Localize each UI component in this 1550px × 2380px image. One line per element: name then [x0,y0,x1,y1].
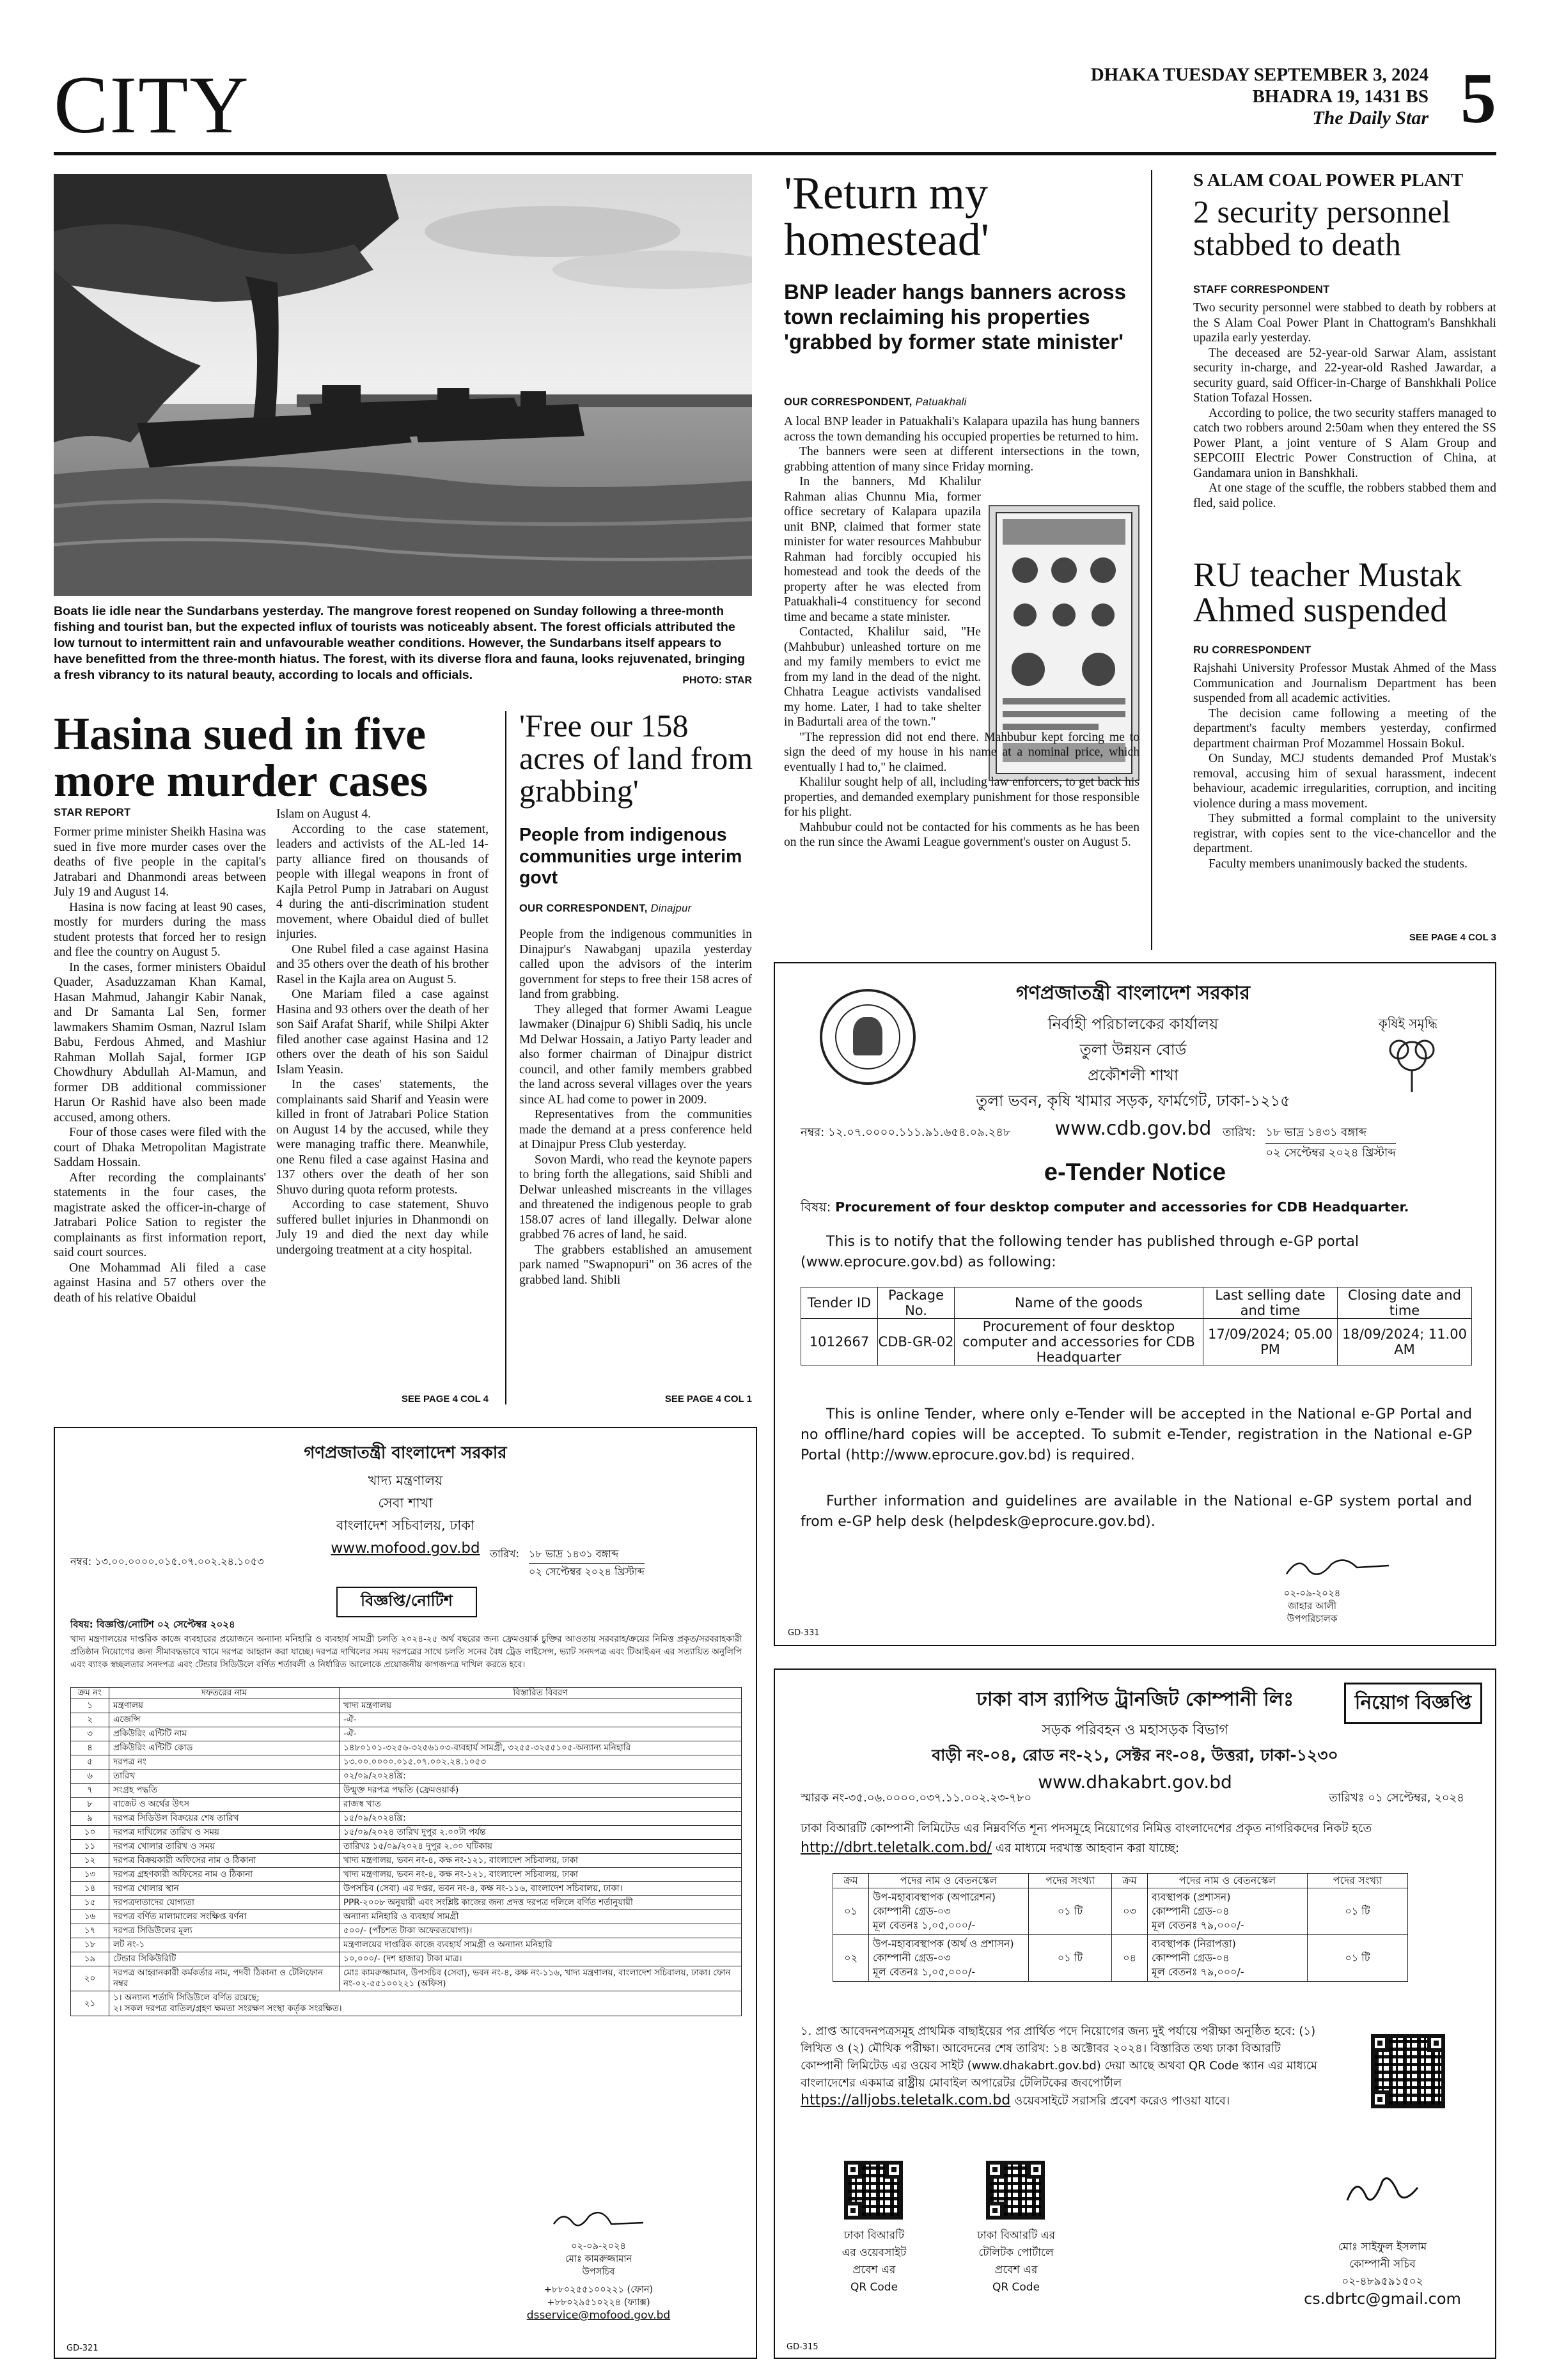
row-field: তারিখ [109,1769,340,1784]
row-field: এজেন্সি [109,1713,340,1727]
row-number: ১৯ [71,1952,109,1966]
table-row [833,1888,1408,1935]
row-field: টেন্ডার সিকিউরিটি [109,1952,340,1966]
paragraph: On Sunday, MCJ students demanded Prof Mustak's removal, accusing him of sexual harassment, indecent behaviour, academic irregularities, corruption, and inciting violence during a mass movement. [1193,752,1496,811]
website-link[interactable]: www.dhakabrt.gov.bd [1038,1771,1232,1793]
sign-title: কোম্পানী সচিব [1349,2258,1416,2271]
row-number: ৯ [71,1812,109,1826]
post-serial: ০৩ [1112,1888,1148,1935]
recruitment-badge: নিয়োগ বিজ্ঞপ্তি [1344,1683,1482,1724]
col-header: ক্রম নং [71,1688,109,1699]
paragraph: After recording the complainants' statements in the four cases, the magistrate asked the officer-in-charge of Jatrabari Police Sation to register the complainants as first information report, said court sources. [54,1171,266,1259]
gov-title: গণপ্রজাতন্ত্রী বাংলাদেশ সরকার [1016,982,1250,1004]
brt-note [801,2023,1325,2110]
intro-text: ঢাকা বিআরটি কোম্পানী লিমিটেড এর নিম্নবর্ণিত শূন্য পদসমূহে নিয়োগের নিমিত্ত বাংলাদেশের প্রকৃত নাগরিকদের নিকট হতে [801,1822,1372,1835]
tender-id: 1012667 [801,1319,878,1365]
website-link[interactable]: www.mofood.gov.bd [331,1540,480,1557]
row-detail: উন্মুক্ত দরপত্র পদ্ধতি (ফ্রেমওয়ার্ক) [340,1784,742,1798]
row-number: ১১ [71,1840,109,1854]
coal-headline: 2 security personnel stabbed to death [1193,194,1451,262]
memo-number: নম্বর: ১৩.০০.০০০০.০১৫.০৭.০০২.২৪.১০৫৩ [70,1555,264,1567]
notice-intro: খাদ্য মন্ত্রণালয়ের দাপ্তরিক কাজে ব্যবহারের প্রয়োজনে অন্যান্য মনিহারি ও ব্যবহার্য সামগ্রী চলতি ২০২৪-২৫ অর্থ বছরের জন্য ফ্রেমওয়ার্ক চুক্তির আওতায় সরবরাহ/ক্রয়ের নিমিত্ত প্রকৃত/সরবরাহকারী প্রতিষ্ঠান নিয়োগের জন্য সীমাবদ্ধভাবে খামে দরপত্র আহ্বান করা যাচ্ছে। দরপত্র দাখিলের সময় দরপত্রের সাথে চলতি সনের বৈধ ট্রেড লাইসেন্স, ভ্যাট সনদপত্র এবং টিআইএন এর সত্যায়িত অনুলিপি এবং ব্যাংক স্বচ্ছলতার সনদপত্র এবং টেন্ডার সিডিউলে বর্ণিত শর্তাবলী ও নির্ধারিত আলোকে প্রয়োজনীয় কাগজপত্র দাখিল করতে হবে। [70,1634,742,1670]
row-number: ১৭ [71,1924,109,1938]
subject: Procurement of four desktop computer and accessories for CDB Headquarter. [835,1199,1409,1215]
division: সড়ক পরিবহন ও মহাসড়ক বিভাগ [1042,1722,1228,1738]
cdb-header [877,977,1389,1140]
row-detail: তারিখঃ ১৫/০৯/২০২৪ দুপুর ২.৩০ ঘটিকায় [340,1840,742,1854]
hasina-byline: STAR REPORT [54,807,131,818]
row-number: ১৬ [71,1910,109,1924]
table-header-row [71,1688,742,1699]
paragraph: The banners were seen at different intersections in the town, grabbing attention of many since Friday morning. [784,445,1139,474]
col-header: পদের নাম ও বেতনস্কেল [869,1874,1029,1888]
masthead-rule [54,152,1496,155]
post-serial: ০১ [833,1888,869,1935]
page-number: 5 [1460,59,1496,138]
note-text: প্রাপ্ত আবেদনপত্রসমূহ প্রাথমিক বাছাইয়ের পর প্রার্থিত পদে নিয়োগের জন্য দুই পর্যায়ে পরীক্ষা অনুষ্ঠিত হবে: (১) লিখিত ও (২) মৌখিক পরীক্ষা। আবেদনের শেষ তারিখ: ১৪ অক্টোবর ২০২৪। বিস্তারিত তথ্য ঢাকা বিআরটি কোম্পানী লিমিটেড এর ওয়েব সাইট (www.dhakabrt.gov.bd) দেয়া আছে অথবা QR Code স্ক্যান এর মাধ্যমে বাংলাদেশের একমাত্র রাষ্ট্রীয় মোবাইল অপারেটর টেলিটকের জবপোর্টাল [801,2025,1318,2090]
row-detail: ০২/০৯/২০২৪খ্রি: [340,1769,742,1784]
row-field: দরপত্র দাখিলের তারিখ ও সময় [109,1826,340,1840]
row-number: ১ [71,1699,109,1713]
notice-date: তারিখঃ ০১ সেপ্টেম্বর, ২০২৪ [1329,1791,1464,1805]
phone: +৮৮০২৫৫১০০২২১ (ফোন) [544,2285,654,2295]
email-link[interactable]: dsservice@mofood.gov.bd [526,2309,671,2322]
sign-title: উপসচিব [582,2267,615,2277]
row-detail: খাদ্য মন্ত্রণালয়, ভবন নং-৪, কক্ষ নং-১২১, বাংলাদেশ সচিবালয়, ঢাকা [340,1868,742,1882]
sign-date: ০২-০৯-২০২৪ [1283,1587,1341,1599]
paragraph: One Mohammad Ali filed a case against Hasina and 57 others over the death of his relative Obaidul [54,1261,266,1305]
row-field: দরপত্র খোলার স্থান [109,1882,340,1896]
qr-label-line: প্রবেশ এর [852,2264,896,2276]
paragraph: The deceased are 52-year-old Sarwar Alam, assistant security in-charge, and 22-year-old Rashed Jawardar, a security guard, said Officer-in-Charge of Banshkhali Police Station Tofazal Hossen. [1193,346,1496,405]
ru-headline: RU teacher Mustak Ahmed suspended [1193,556,1462,630]
table-row [833,1935,1408,1982]
closing-date: 18/09/2024; 11.00 AM [1338,1319,1472,1365]
homestead-byline [784,396,967,408]
paragraph: People from the indigenous communities in Dinajpur's Nawabganj upazila yesterday called upon the advisors of the interim government for steps to free their 158 acres of land from grabbing. [519,928,752,1001]
dhaka-brt-ad [774,1668,1496,2359]
date-bn: ১৮ ভাদ্র ১৪৩১ বঙ্গাব্দ [1265,1123,1395,1144]
goods-name: Procurement of four desktop computer and accessories for CDB Headquarter [955,1319,1203,1365]
row-detail: -ঐ- [340,1713,742,1727]
section-title: CITY [54,59,250,150]
acres-byline [519,903,691,915]
cdb-tender-ad [774,962,1496,1646]
row-field: প্রকিউরিং এন্টিটি নাম [109,1727,340,1741]
row-detail: ১৫/০৯/২০২৪ তারিখ দুপুর ২.০০টা পর্যন্ত [340,1826,742,1840]
last-selling: 17/09/2024; 05.00 PM [1203,1319,1338,1365]
row-field: দরপত্র সিডিউলের মূল্য [109,1924,340,1938]
ad-code: GD-321 [67,2344,98,2353]
row-detail: ১০,০০০/- (দশ হাজার) টাকা মাত্র। [340,1952,742,1966]
notice-table [70,1687,742,2016]
byline-location: Patuakhali [915,396,967,408]
row-detail: ১৩.০০.০০০০.০১৫.০৭.০০২.২৪.১০৫৩ [340,1755,742,1769]
qr-label-line: QR Code [850,2281,898,2294]
row-field: মন্ত্রণালয় [109,1699,340,1713]
paragraph: Islam on August 4. [276,807,372,821]
paragraph: They submitted a formal complaint to the university registrar, with copies sent to the vice-chancellor and the department. [1193,812,1496,855]
post-count: ০১ টি [1029,1888,1112,1935]
row-field: ১। অন্যান্য শর্তাদি সিডিউলে বর্ণিত রয়েছে; ২। সকল দরপত্র বাতিল/গ্রহণ ক্ষমতা সংরক্ষণ সংস্থা কর্তৃক সংরক্ষিত। [109,1991,742,2016]
tender-para2: This is online Tender, where only e-Tender will be accepted in the National e-GP Portal and no offline/hard copies will be accepted. To submit e-Tender, registration in the National e-GP Portal (http://www.eprocure.gov.bd) is required. [801,1406,1472,1463]
date-label: তারিখ: [490,1548,519,1560]
hasina-col2 [276,807,489,1257]
row-number: ২১ [71,1991,109,2016]
row-field: দরপত্র আহ্বানকারী কর্মকর্তার নাম, পদবী ঠিকানা ও টেলিফোন নম্বর [109,1966,340,1991]
row-field: লট নং-১ [109,1938,340,1952]
paragraph: In the cases' statements, the complainants said Sharif and Yeasin were killed in front of Jatrabari Police Station on August 14 by the accused, while they were managing traffic there. Meanwhile, one Renu filed a case against Hasina and 137 others over the death of her son Shuvo during quota reform protests. [276,1078,489,1197]
row-detail: খাদ্য মন্ত্রণালয় [340,1699,742,1713]
qr-code-icon[interactable] [844,2161,903,2220]
row-number: ১০ [71,1826,109,1840]
post-name-scale: উপ-মহাব্যবস্থাপক (অর্থ ও প্রশাসন) কোম্পানী গ্রেড-০৩ মূল বেতনঃ ১,০৫,০০০/- [869,1935,1029,1982]
acres-jump: SEE PAGE 4 COL 1 [664,1394,752,1404]
row-field: প্রকিউরিং এন্টিটি কোড [109,1741,340,1755]
table-row [71,1966,742,1991]
memo-number: নম্বর: ১২.০৭.০০০০.১১১.৯১.৬৫৪.০৯.২৪৮ [801,1126,1011,1139]
alljobs-link[interactable]: https://alljobs.teletalk.com.bd [801,2092,1011,2108]
office: নির্বাহী পরিচালকের কার্যালয় [1047,1015,1219,1033]
table-row [71,1798,742,1812]
phone: ০২-৪৮৯৫৯১৫০২ [1342,2275,1423,2288]
post-name-scale: উপ-মহাব্যবস্থাপক (অপারেশন) কোম্পানী গ্রেড-০৩ মূল বেতনঃ ১,০৫,০০০/- [869,1888,1029,1935]
date-block [1223,1123,1396,1163]
package-no: CDB-GR-02 [878,1319,955,1365]
table-row [71,1727,742,1741]
paragraph: Rajshahi University Professor Mustak Ahmed of the Mass Communication and Journalism Department has been suspended from all academic activities. [1193,662,1496,705]
branch: প্রকৌশলী শাখা [1088,1066,1178,1084]
row-field: দরপত্র বর্ণিত মালামালের সংক্ষিপ্ত বর্ণনা [109,1910,340,1924]
ru-jump: SEE PAGE 4 COL 3 [1409,932,1496,943]
photo-credit: PHOTO: STAR [682,675,752,686]
paragraph: Khalilur sought help of all, including law enforcers, to get back his properties, and demanded exemplary punishment for those responsible for his plight. [784,775,1139,819]
homestead-headline: 'Return my homestead' [784,167,989,266]
bangla-date: BHADRA 19, 1431 BS [1252,86,1429,107]
row-field: সংগ্রহ পদ্ধতি [109,1784,340,1798]
signature-icon [1274,1552,1402,1583]
date-en: ০২ সেপ্টেম্বর ২০২৪ খ্রিস্টাব্দ [1265,1146,1396,1160]
photo-illustration [54,174,752,596]
row-number: ৭ [71,1784,109,1798]
ministry: খাদ্য মন্ত্রণালয় [368,1473,443,1488]
date-line: DHAKA TUESDAY SEPTEMBER 3, 2024 [1090,65,1429,85]
hasina-jump: SEE PAGE 4 COL 4 [401,1394,489,1404]
post-count: ০১ টি [1308,1935,1408,1982]
website-link[interactable]: www.cdb.gov.bd [1054,1117,1212,1140]
row-number: ২০ [71,1966,109,1991]
hasina-col1 [54,825,266,1305]
paragraph: According to case statement, Shuvo suffered bullet injuries in Dhanmondi on July 19 and died the next day while undergoing treatment at a city hospital. [276,1198,489,1257]
row-number: ১৫ [71,1896,109,1910]
row-detail: খাদ্য মন্ত্রণালয়, ভবন নং-৪, কক্ষ নং-১২১, বাংলাদেশ সচিবালয়, ঢাকা [340,1854,742,1868]
paragraph: According to police, the two security staffers managed to catch two robbers around 2:50am when they entered the SS Power Plant, a joint venture of S Alam Group and SEPCOIII Electric Power Construction of China, at Gandamara union in Banshkhali. [1193,406,1496,480]
sign-title: উপপরিচালক [1287,1613,1338,1624]
homestead-body [784,414,1139,850]
col-header: Last selling date and time [1203,1287,1338,1319]
post-count: ০১ টি [1029,1935,1112,1982]
address: তুলা ভবন, কৃষি খামার সড়ক, ফার্মগেট, ঢাকা-১২১৫ [976,1092,1290,1110]
gov-title: গণপ্রজাতন্ত্রী বাংলাদেশ সরকার [304,1443,507,1463]
col-header: Name of the goods [955,1287,1203,1319]
col-header: Package No. [878,1287,955,1319]
col-header: পদের নাম ও বেতনস্কেল [1148,1874,1308,1888]
row-number: ১৪ [71,1882,109,1896]
paragraph: Two security personnel were stabbed to death by robbers at the S Alam Coal Power Plant in Chattogram's Banshkhali upazila early yesterday. [1193,301,1496,345]
cdb-signer [1235,1587,1389,1625]
col-header: দফতরের নাম [109,1688,340,1699]
paragraph: They alleged that former Awami League lawmaker (Dinajpur 6) Shibli Sadiq, his uncle Md Delwar Hossain, a Jatiyo Party leader and also former chairman of Dinajpur district council, and other family members grabbed the land across several villages over the years since AL had come to power in 2009. [519,1002,752,1107]
post-name-scale: ব্যবস্থাপক (প্রশাসন) কোম্পানী গ্রেড-০৪ মূল বেতনঃ ৭৯,০০০/- [1148,1888,1308,1935]
sundarbans-photo [54,174,752,596]
email-link[interactable]: cs.dbrtc@gmail.com [1304,2290,1461,2308]
paragraph: Contacted, Khalilur said, "He (Mahbubur) unleashed torture on me and my family members to evict me from my land in the dead of the night. Chhatra League activists vandalised my home. Later, I had to take shelter in Badurtali area of the town." [784,625,981,729]
ad-code: GD-315 [787,2342,818,2352]
tender-title: e-Tender Notice [1044,1159,1226,1186]
paragraph: The decision came following a meeting of the department's faculty members yesterday, confirmed department chairman Prof Mozammel Hossain Bokul. [1193,706,1496,751]
table-row [71,1882,742,1896]
paper-name: The Daily Star [1312,107,1429,128]
subject-label: বিষয়: [801,1199,831,1215]
food-header [55,1440,756,1557]
column-rule [1151,170,1152,950]
row-detail: মোঃ কামরুজ্জামান, উপসচিব (সেবা), ভবন নং-৪, কক্ষ নং-১১৬, খাদ্য মন্ত্রণালয়, বাংলাদেশ সচিবালয়, ঢাকা। ফোন নং-০২-৫৫১০০২২১ (অফিস) [340,1966,742,1991]
acres-headline: 'Free our 158 acres of land from grabbing' [519,708,753,809]
company-name: ঢাকা বাস র‍্যাপিড ট্রানজিট কোম্পানী লিঃ [976,1688,1294,1711]
posts-table [833,1873,1408,1982]
row-detail: ১৪৮০১০১-৩২৫৬-৩২৫৬১০৩-ব্যবহার্য সামগ্রী, ৩২৫৫-৩২৫৫১০৫-অন্যান্য মনিহারি [340,1741,742,1755]
post-serial: ০২ [833,1935,869,1982]
qr-label-line: এর ওয়েবসাইট [842,2246,907,2259]
fax: +৮৮০২৯৫১০২২৪ (ফ্যাক্স) [547,2298,650,2308]
ru-body [1193,661,1496,871]
food-signer [496,2240,701,2322]
byline-name: OUR CORRESPONDENT, [784,396,912,408]
date-bn: ১৮ ভাদ্র ১৪৩১ বঙ্গাব্দ [529,1546,645,1564]
qr-code-icon[interactable] [986,2161,1045,2220]
row-number: ৮ [71,1798,109,1812]
paragraph: Sovon Mardi, who read the keynote papers to bring forth the allegations, said Shibli and Delwar unleashed miscreants in the villages and threatened the indigenous people to grab 158.07 acres of land illegally. Delwar alone grabbed 76 acres of land, he said. [519,1153,752,1241]
note-end: ওয়েবসাইটে সরাসরি প্রবেশ করেও পাওয়া যাবে। [1014,2094,1230,2108]
row-field: দরপত্র খোলার তারিখ ও সময় [109,1840,340,1854]
qr-code-icon[interactable] [1371,2034,1445,2108]
row-field: দরপত্র নং [109,1755,340,1769]
table-row [71,1991,742,2016]
signature-icon [541,2205,656,2237]
paragraph: Mahbubur could not be contacted for his comments as he has been on the run since the Awami League government's ouster on August 5. [784,820,1139,849]
paragraph: A local BNP leader in Patuakhali's Kalapara upazila has hung banners across the town demanding his occupied properties be returned to him. [784,415,1139,444]
paragraph: In the banners, Md Khalilur Rahman alias Chunnu Mia, former office secretary of Kalapara upazila unit BNP, claimed that former state minister for water resources Mahbubur Rahman had forcibly occupied his homestead and took the deeds of the property after he was elected from Patuakhali-4 constituency for second time and became a state minister. [784,475,981,624]
tender-table [801,1287,1472,1365]
row-number: ১৮ [71,1938,109,1952]
paragraph: Faculty members unanimously backed the students. [1209,857,1468,871]
cotton-icon [1374,1031,1450,1094]
coal-kicker: S ALAM COAL POWER PLANT [1193,170,1464,191]
table-row [801,1319,1472,1365]
row-number: ৩ [71,1727,109,1741]
table-row [71,1755,742,1769]
paragraph: Four of those cases were filed with the court of Dhaka Metropolitan Magistrate Saddam Hossain. [54,1126,266,1169]
hasina-headline: Hasina sued in five more murder cases [54,708,428,807]
row-field: দরপত্র সিডিউল বিক্রয়ের শেষ তারিখ [109,1812,340,1826]
row-field: দরপত্রদাতাদের যোগ্যতা [109,1896,340,1910]
row-field: দরপত্র গ্রহণকারী অফিসের নাম ও ঠিকানা [109,1868,340,1882]
row-detail: রাজস্ব খাত [340,1798,742,1812]
column-rule [505,711,506,1404]
food-ministry-ad [54,1427,757,2359]
brt-intro [801,1819,1472,1858]
qr2-label [955,2227,1077,2296]
row-detail: ৫০০/- (পাঁচশত টাকা অফেরতযোগ্য)। [340,1924,742,1938]
byline-name: OUR CORRESPONDENT, [519,903,648,914]
table-row [71,1840,742,1854]
paragraph: At one stage of the scuffle, the robbers stabbed them and fled, said police. [1193,481,1496,510]
qr-label-line: QR Code [992,2281,1040,2294]
col-header: ক্রম [833,1874,869,1888]
table-row [71,1910,742,1924]
board: তুলা উন্নয়ন বোর্ড [1079,1041,1187,1059]
date-block [490,1546,645,1581]
tender-para3: Further information and guidelines are available in the National e-GP system portal and from e-GP help desk (helpdesk@eprocure.gov.bd). [801,1493,1472,1530]
coal-byline: STAFF CORRESPONDENT [1193,284,1330,295]
paragraph: According to the case statement, leaders and activists of the AL-led 14-party alliance fired on thousands of people with illegal weapons in front of Kajla Petrol Pump in Jatrabari on August 4 during the anti-discrimination student movement, where Obaidul died of bullet injuries. [276,822,489,941]
notice-title: বিজ্ঞপ্তি/নোটিশ [336,1587,477,1617]
col-header: ক্রম [1112,1874,1148,1888]
row-detail: -ঐ- [340,1727,742,1741]
dateline [1091,64,1429,129]
tender-intro: This is to notify that the following tender has published through e-GP portal (www.eprocure.gov.bd) as following: [801,1234,1359,1270]
subject-line [801,1197,1478,1219]
note-number: ১. [801,2025,812,2038]
sign-name: মোঃ কামরুজ্জামান [565,2254,632,2264]
row-field: দরপত্র বিক্রয়কারী অফিসের নাম ও ঠিকানা [109,1854,340,1868]
signature-icon [1338,2168,1427,2213]
row-number: ৪ [71,1741,109,1755]
paragraph: In the cases, former ministers Obaidul Quader, Asaduzzaman Khan Kamal, Hasan Mahmud, Jahangir Kabir Nanak, and Dr Samanta Lal Sen, former lawmakers Shamim Osman, Nazrul Islam Babu, Ferdous Ahmed, and Mashiur Rahman Mollah Sajal, former IGP Chowdhury Abdullah Al-Mamun, and former DB additional commissioner Harun Or Rashid have also been made accused, among others. [54,960,266,1124]
qr-label-line: ঢাকা বিআরটি এর [976,2229,1056,2242]
table-row [71,1938,742,1952]
row-number: ৬ [71,1769,109,1784]
row-number: ১৩ [71,1868,109,1882]
address: বাড়ী নং-০৪, রোড নং-২১, সেক্টর নং-০৪, উত্তরা, ঢাকা-১২৩০ [932,1746,1338,1764]
paragraph: Representatives from the communities made the demand at a press conference held at Dinajpur Press Club yesterday. [519,1108,752,1151]
row-number: ১২ [71,1854,109,1868]
row-number: ৫ [71,1755,109,1769]
ad-code: GD-331 [788,1628,820,1638]
table-row [71,1812,742,1826]
col-header: Tender ID [801,1287,878,1319]
post-count: ০১ টি [1308,1888,1408,1935]
tagline: কৃষিই সমৃদ্ধি [1378,1016,1437,1031]
teletalk-link[interactable]: http://dbrt.teletalk.com.bd/ [801,1840,992,1856]
table-row [71,1784,742,1798]
qr-label-line: প্রবেশ এর [994,2264,1038,2276]
paragraph: "The repression did not end there. Mahbubur kept forcing me to sign the deed of my house in his name at a nominal price, which eventually I had to," he claimed. [784,730,1139,774]
brt-signer [1280,2239,1485,2308]
date-label: তারিখ: [1223,1126,1256,1139]
row-detail: মন্ত্রণালয়ের দাপ্তরিক কাজে ব্যবহার্য সামগ্রী ও অন্যান্য মনিহারি [340,1938,742,1952]
table-row [71,1854,742,1868]
ru-byline: RU CORRESPONDENT [1193,644,1311,656]
table-row [71,1924,742,1938]
qr-label-line: টেলিটক পোর্টালে [978,2246,1054,2259]
post-name-scale: ব্যবস্থাপক (নিরাপত্তা) কোম্পানী গ্রেড-০৪ মূল বেতনঃ ৭৯,০০০/- [1148,1935,1308,1982]
qr-label-line: ঢাকা বিআরটি [843,2229,905,2242]
table-header-row [801,1287,1472,1319]
table-row [71,1741,742,1755]
row-detail: উপসচিব (সেবা) এর দপ্তর, ভবন নং-৪, কক্ষ নং-১১৬, বাংলাদেশ সচিবালয়, ঢাকা। [340,1882,742,1896]
branch: সেবা শাখা [378,1495,433,1511]
paragraph: Hasina is now facing at least 90 cases, mostly for murders during the mass student protests that forced her to resign and flee the country on August 5. [54,900,266,959]
intro-text-2: এর মাধ্যমে দরখাস্ত আহবান করা যাচ্ছে: [995,1842,1180,1855]
col-header: পদের সংখ্যা [1029,1874,1112,1888]
table-row [71,1868,742,1882]
table-header-row [833,1874,1408,1888]
col-header: পদের সংখ্যা [1308,1874,1408,1888]
table-row [71,1826,742,1840]
col-header: বিস্তারিত বিবরণ [340,1688,742,1699]
notice-subject: বিষয়: বিজ্ঞপ্তি/নোটিশ ০২ সেপ্টেম্বর ২০২৪ [70,1619,235,1630]
row-detail: ১৫/০৯/২০২৪খ্রি: [340,1812,742,1826]
address: বাংলাদেশ সচিবালয়, ঢাকা [336,1518,475,1533]
photo-caption: Boats lie idle near the Sundarbans yesterday. The mangrove forest reopened on Sunday following a three-month fishing and tourist ban, but the expected influx of tourists was noticeably absent. The forest officials attributed the low turnout to intermittent rain and unfavourable weather conditions. However, the Sundarbans itself appears to have benefitted from the three-month hiatus. The forest, with its diverse flora and fauna, looks rejuvenated, bringing a fresh vibrancy to its natural beauty, according to locals and officials. [54,604,746,682]
sign-name: মোঃ সাইফুল ইসলাম [1338,2241,1427,2253]
row-detail: PPR-২০০৮ অনুযায়ী এবং সংশ্লিষ্ট কাজের জন্য প্রদত্ত দরপত্র দলিলে বর্ণিত শর্তানুযায়ী [340,1896,742,1910]
table-row [71,1769,742,1784]
homestead-deck: BNP leader hangs banners across town reclaiming his properties 'grabbed by former state minister' [784,280,1126,354]
table-row [71,1896,742,1910]
row-detail: অন্যান্য মনিহারি ও ব্যবহার্য সামগ্রী [340,1910,742,1924]
memo-number: স্মারক নং-৩৫.০৬.০০০০.০৩৭.১১.০০২.২৩-৭৮০ [801,1791,1032,1805]
row-field: বাজেট ও অর্থের উৎস [109,1798,340,1812]
acres-body [519,927,752,1287]
qr1-label [813,2227,935,2296]
table-row [71,1952,742,1966]
sign-name: জাহার আলী [1288,1600,1336,1612]
table-row [71,1713,742,1727]
paragraph: One Mariam filed a case against Hasina and 93 others over the death of her son Saif Arafat Sharif, while Shilpi Akter filed another case against Hasina and 12 others over the death of his son Saidul Islam Yeasin. [276,988,489,1077]
byline-location: Dinajpur [650,903,692,914]
sign-date: ০২-০৯-২০২৪ [571,2241,626,2252]
table-row [71,1699,742,1713]
date-en: ০২ সেপ্টেম্বর ২০২৪ খ্রিস্টাব্দ [529,1566,645,1578]
paragraph: The grabbers established an amusement park named "Swapnopuri" on 36 acres of the grabbed land. Shibli [519,1243,752,1287]
col-header: Closing date and time [1338,1287,1472,1319]
coal-body [1193,300,1496,511]
row-number: ২ [71,1713,109,1727]
post-serial: ০৪ [1112,1935,1148,1982]
paragraph: Former prime minister Sheikh Hasina was sued in five more murder cases over the deaths of five people in the capital's Jatrabari and Dhanmondi areas between July 19 and August 14. [54,825,266,899]
paragraph: One Rubel filed a case against Hasina and 35 others over the death of his brother Rasel in the Kajla area on August 5. [276,942,489,986]
acres-deck: People from indigenous communities urge interim govt [519,825,742,889]
cdb-seal-icon [820,989,916,1085]
